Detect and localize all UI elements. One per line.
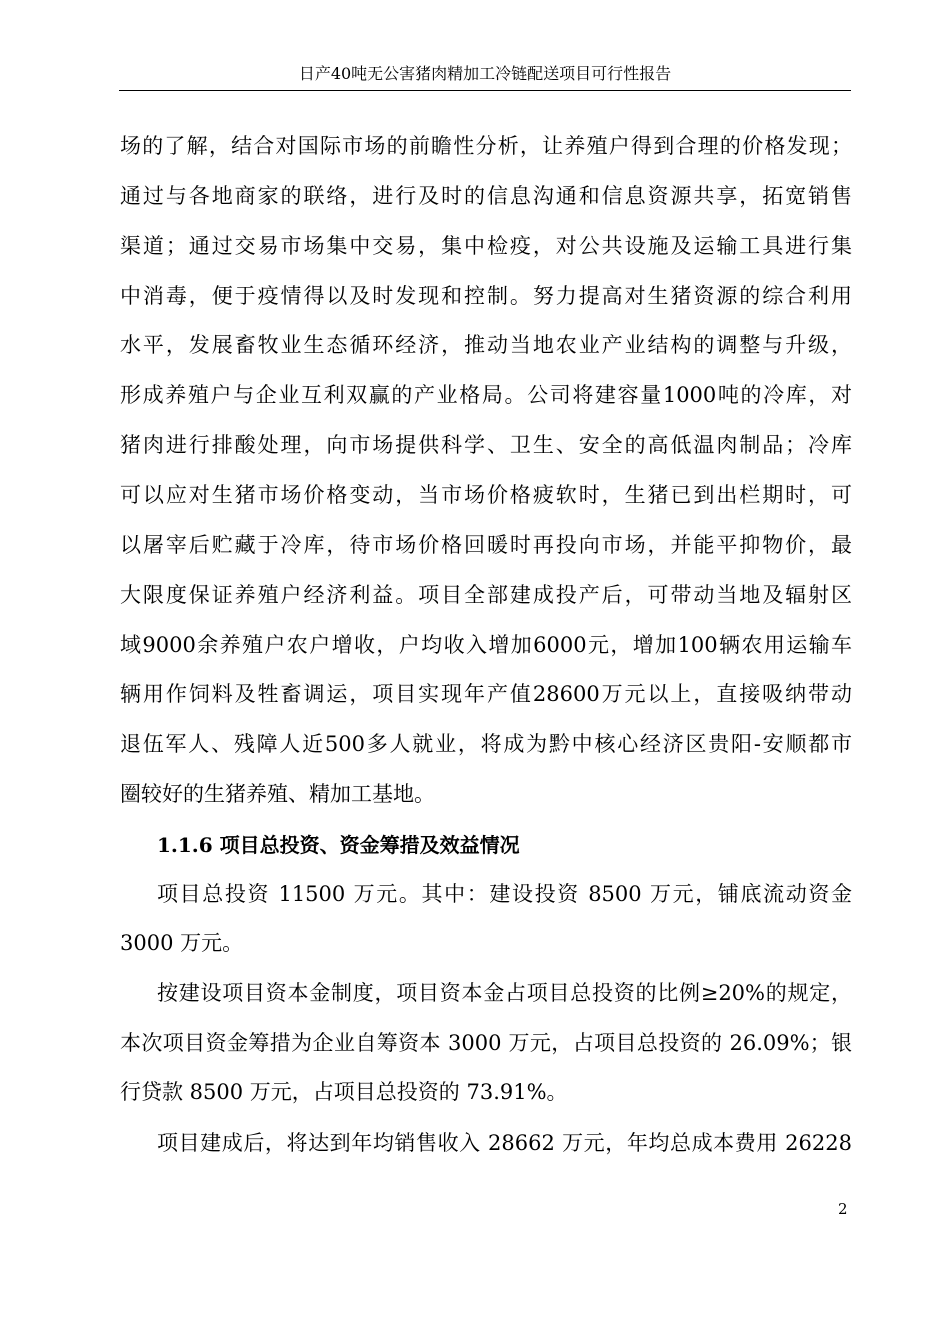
text-line: 圈较好的生猪养殖、精加工基地。 [120,782,435,806]
text-line: 项目建成后，将达到年均销售收入 28662 万元，年均总成本费用 26228 [157,1131,852,1155]
text-line: 按建设项目资本金制度，项目资本金占项目总投资的比例≥20%的规定， [157,981,852,1005]
page-number: 2 [838,1200,848,1218]
header-divider [119,90,851,91]
text-line: 猪肉进行排酸处理，向市场提供科学、卫生、安全的高低温肉制品；冷库 [120,433,852,457]
text-line: 大限度保证养殖户经济利益。项目全部建成投产后，可带动当地及辐射区 [120,583,852,607]
page-header-title: 日产40吨无公害猪肉精加工冷链配送项目可行性报告 [298,64,672,83]
text-line: 域9000余养殖户农户增收，户均收入增加6000元，增加100辆农用运输车 [120,633,852,657]
text-line: 3000 万元。 [120,931,244,955]
text-line: 形成养殖户与企业互利双赢的产业格局。公司将建容量1000吨的冷库，对 [120,383,852,407]
text-line: 渠道；通过交易市场集中交易，集中检疫，对公共设施及运输工具进行集 [120,234,852,258]
text-line: 行贷款 8500 万元，占项目总投资的 73.91%。 [120,1080,568,1104]
text-line: 辆用作饲料及牲畜调运，项目实现年产值28600万元以上，直接吸纳带动 [120,682,852,706]
section-heading: 1.1.6 项目总投资、资金筹措及效益情况 [157,833,520,857]
text-line: 以屠宰后贮藏于冷库，待市场价格回暖时再投向市场，并能平抑物价，最 [120,533,852,557]
text-line: 通过与各地商家的联络，进行及时的信息沟通和信息资源共享，拓宽销售 [120,184,852,208]
text-line: 场的了解，结合对国际市场的前瞻性分析，让养殖户得到合理的价格发现； [120,134,852,158]
text-line: 退伍军人、残障人近500多人就业，将成为黔中核心经济区贵阳-安顺都市 [120,732,852,756]
text-line: 水平，发展畜牧业生态循环经济，推动当地农业产业结构的调整与升级， [120,333,852,357]
text-line: 中消毒，便于疫情得以及时发现和控制。努力提高对生猪资源的综合利用 [120,284,852,308]
text-line: 可以应对生猪市场价格变动，当市场价格疲软时，生猪已到出栏期时，可 [120,483,852,507]
text-line: 本次项目资金筹措为企业自筹资本 3000 万元，占项目总投资的 26.09%；银 [120,1031,852,1055]
text-line: 项目总投资 11500 万元。其中：建设投资 8500 万元，铺底流动资金 [157,882,852,906]
